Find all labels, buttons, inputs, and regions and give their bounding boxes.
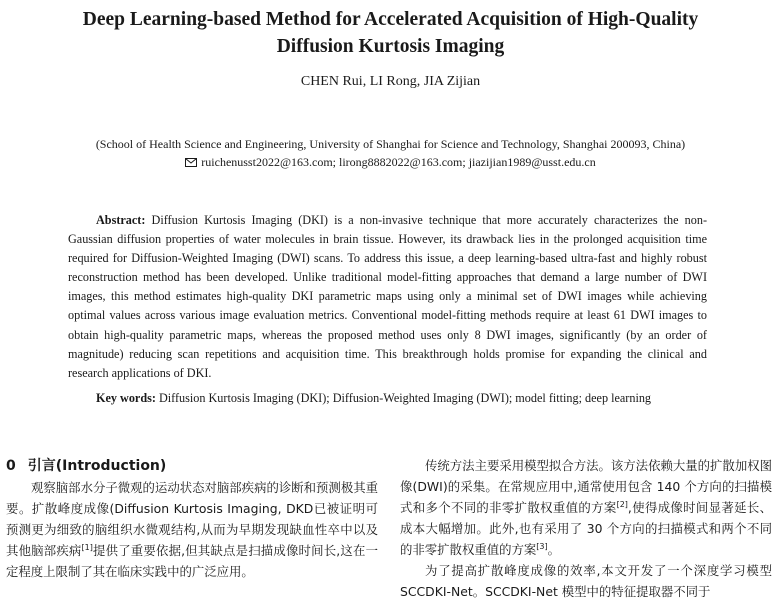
abstract (68, 211, 707, 383)
intro-cont-a: 传统方法主要采用模型拟合方法。该方法依赖大量的扩散加权图像(DWI)的采集。在常规应用中,通常使用包含 140 个方向的扫描模式和多个不同的非零扩散权重值的方案 (400, 458, 772, 515)
keywords-text: Diffusion Kurtosis Imaging (DKI); Diffusion-Weighted Imaging (DWI); model fitting; deep learning (158, 391, 652, 405)
envelope-icon (185, 158, 197, 167)
intro-text-b: 提供了重要依据,但其缺点是扫描成像时间长,这在一定程度上限制了其在临床实践中的广泛应用。 (6, 543, 378, 579)
citation-1[interactable]: [1] (81, 542, 93, 552)
abstract-text: Diffusion Kurtosis Imaging (DKI) is a non-invasive technique that more accurately characterizes the non-Gaussian diffusion properties of water molecules in brain tissue. However, its drawback lies in the prolonged acquisition time required for Diffusion-Weighted Imaging (DWI) scans. To address this issue, a deep learning-based ultra-fast and highly robust reconstruction method has been developed. Unlike traditional model-fitting approaches that demand a large number of DWI images, this method estimates high-quality DKI parametric maps using only a minimal set of DWI images while achieving optimal values across various image evaluation metrics. Conventional model-fitting methods require at least 61 DWI images to obtain high-quality parametric maps, whereas the proposed method uses only 8 DWI images, significantly (by an order of magnitude) reducing scan repetitions and acquisition time. This breakthrough holds promise for expanding the clinical and research applications of DKI. (68, 213, 707, 380)
intro-paragraph-2 (400, 455, 772, 560)
left-column (6, 455, 378, 582)
keywords (96, 389, 716, 408)
intro-paragraph-1 (6, 477, 378, 582)
section-title: 引言(Introduction) (27, 458, 167, 474)
author-list: CHEN Rui, LI Rong, JIA Zijian (300, 74, 481, 89)
citation-2[interactable]: [2] (616, 499, 628, 509)
citation-3[interactable]: [3] (536, 541, 548, 551)
email-line (0, 153, 781, 172)
intro-cont-c: 。 (547, 542, 561, 557)
abstract-label: Abstract: (96, 213, 146, 227)
title-line-1: Deep Learning-based Method for Accelerated Acquisition of High-Quality (82, 9, 699, 30)
intro-text-a: 观察脑部水分子微观的运动状态对脑部疾病的诊断和预测极其重要。扩散峰度成像(Diffusion Kurtosis Imaging, DKD已被证明可预测更为细致的脑组织水微观结构,从而为早期发现缺血性卒中以及其他脑部疾病 (6, 480, 378, 558)
email-addresses[interactable]: ruichenusst2022@163.com; lirong8882022@163.com; jiazijian1989@usst.edu.cn (201, 155, 596, 169)
right-column (400, 455, 772, 602)
affiliation: (School of Health Science and Engineering, University of Shanghai for Science and Technology, Shanghai 200093, China) (95, 137, 686, 151)
intro-paragraph-3: 为了提高扩散峰度成像的效率,本文开发了一个深度学习模型 SCCDKI-Net。SCCDKI-Net 模型中的特征提取器不同于 (400, 563, 772, 599)
title-line-2: Diffusion Kurtosis Imaging (276, 36, 505, 57)
paper-title (0, 6, 781, 60)
affiliation-block (0, 135, 781, 172)
section-heading-introduction (6, 455, 378, 477)
keywords-label: Key words: (96, 391, 156, 405)
section-number: 0 (6, 458, 16, 474)
intro-cont-b: ,使得成像时间显著延长、成本大幅增加。此外,也有采用了 30 个方向的扫描模式和两个不同的非零扩散权重值的方案 (400, 500, 772, 557)
